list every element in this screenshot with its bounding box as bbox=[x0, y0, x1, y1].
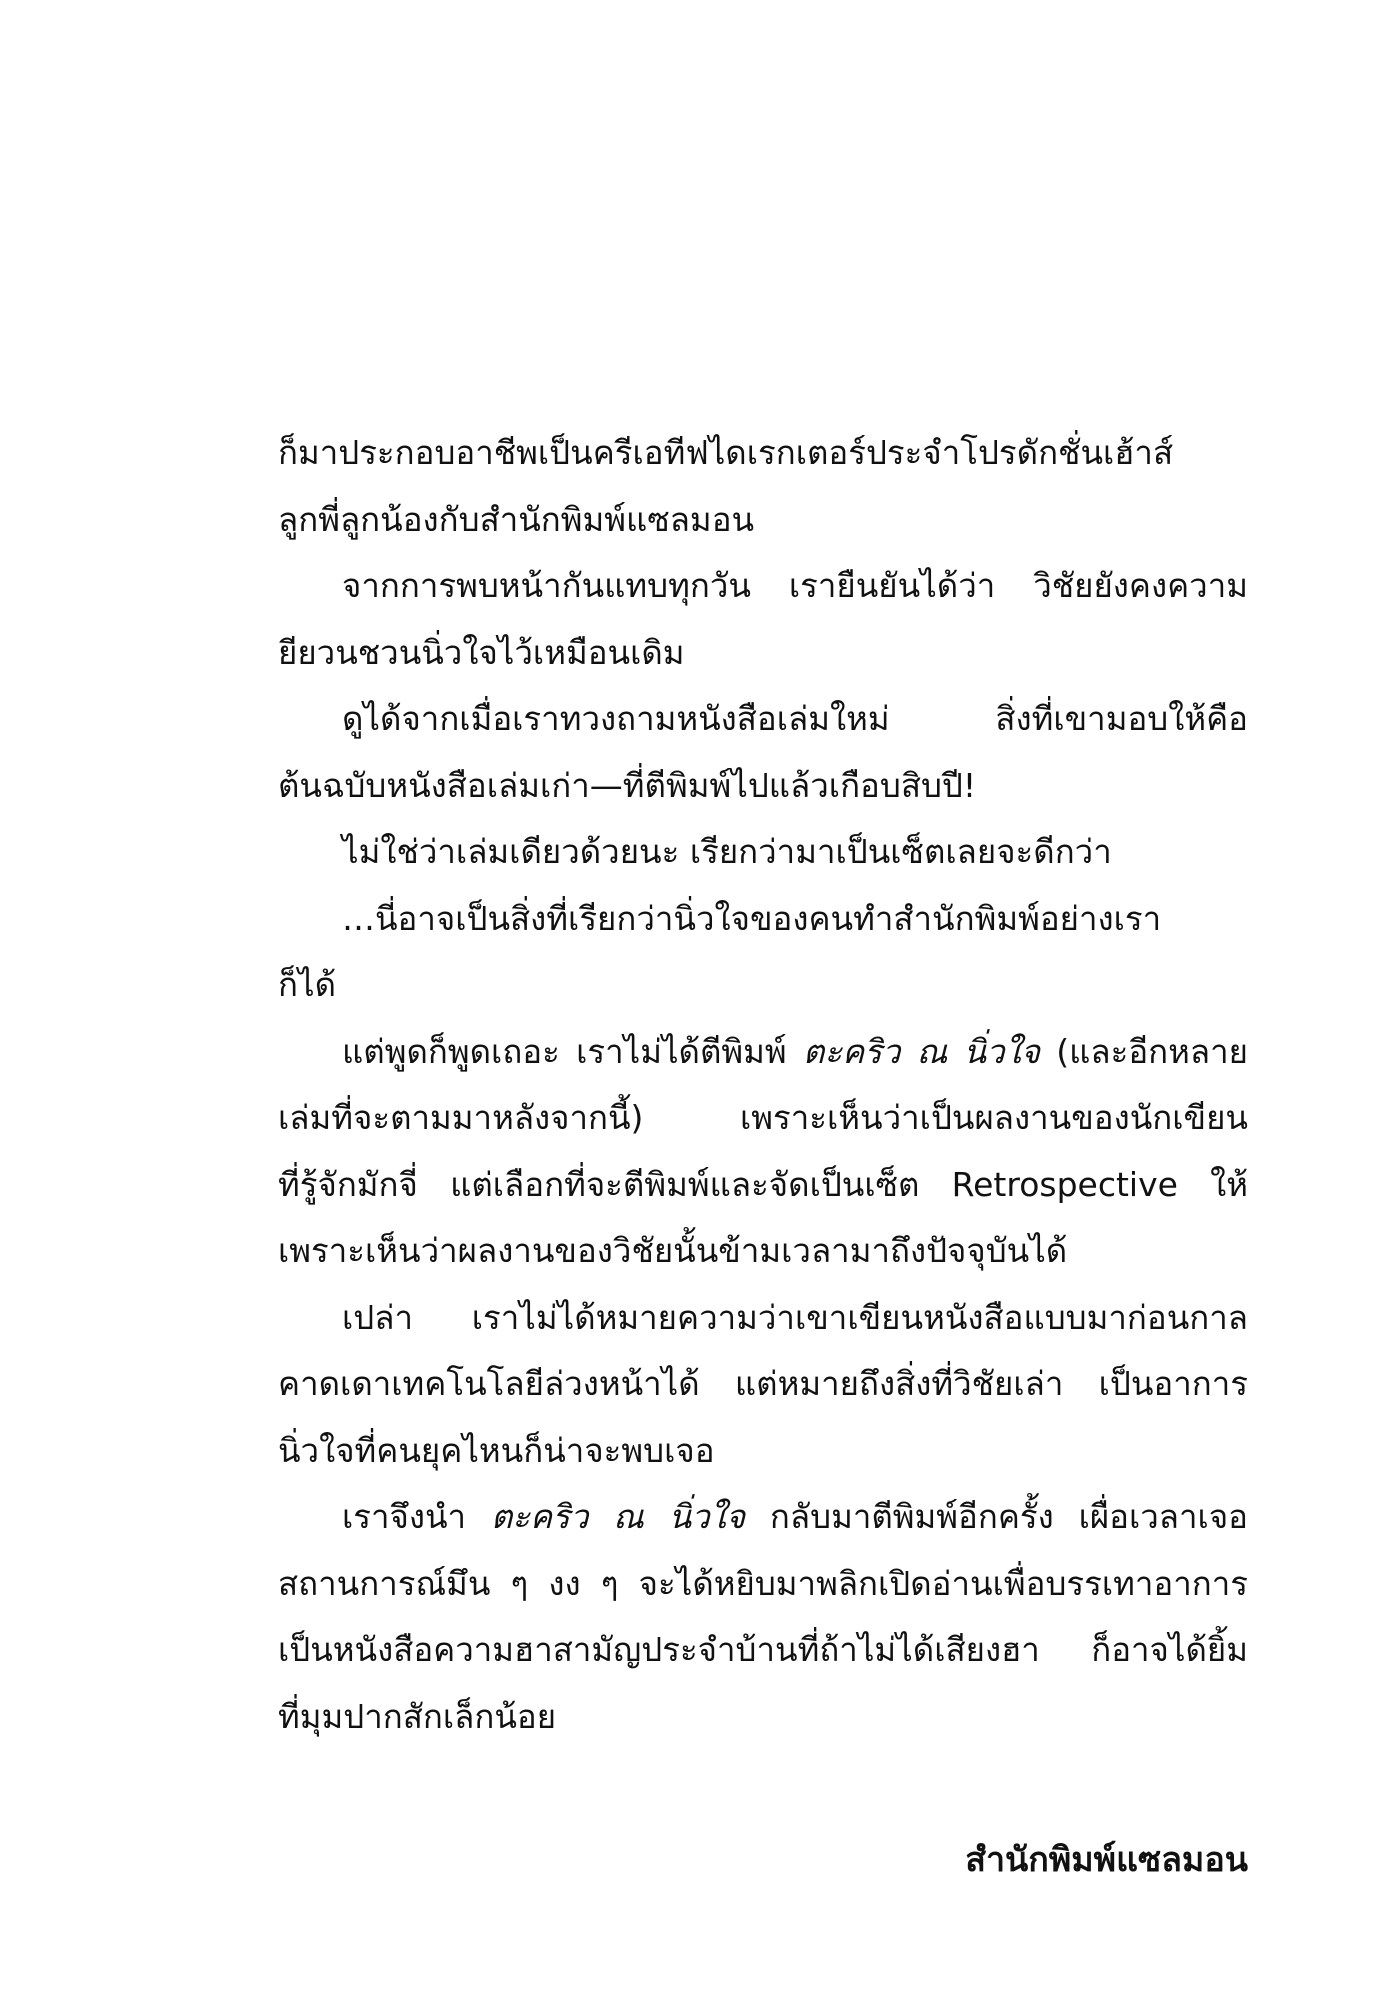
body-text bbox=[278, 420, 1248, 1750]
text-line: ยียวนชวนนิ่วใจไว้เหมือนเดิม bbox=[278, 632, 685, 672]
text-line: คาดเดาเทคโนโลยีล่วงหน้าได้ แต่หมายถึงสิ่งที่วิชัยเล่า เป็นอาการ bbox=[278, 1364, 1248, 1403]
text-line: …นี่อาจเป็นสิ่งที่เรียกว่านิ่วใจของคนทำสำนักพิมพ์อย่างเรา bbox=[342, 898, 1162, 938]
text-line: จากการพบหน้ากันแทบทุกวัน เรายืนยันได้ว่า วิชัยยังคงความ bbox=[342, 566, 1248, 605]
publisher-signature: สำนักพิมพ์แซลมอน bbox=[965, 1840, 1248, 1880]
text-line: ก็มาประกอบอาชีพเป็นครีเอทีฟไดเรกเตอร์ประจำโปรดักชั่นเฮ้าส์ bbox=[278, 433, 1174, 472]
text-line: เพราะเห็นว่าผลงานของวิชัยนั้นข้ามเวลามาถึงปัจจุบันได้ bbox=[278, 1231, 1068, 1270]
text-run: กลับมาตีพิมพ์อีกครั้ง เผื่อเวลาเจอ bbox=[745, 1497, 1248, 1536]
text-line bbox=[278, 1484, 1248, 1551]
text-line: ก็ได้ bbox=[278, 965, 337, 1004]
text-line: สถานการณ์มึน ๆ งง ๆ จะได้หยิบมาพลิกเปิดอ่านเพื่อบรรเทาอาการ bbox=[278, 1563, 1248, 1603]
book-title: ตะคริว ณ นิ่วใจ bbox=[802, 1031, 1041, 1071]
book-title: ตะคริว ณ นิ่วใจ bbox=[490, 1497, 746, 1536]
text-line: นิ่วใจที่คนยุคไหนก็น่าจะพบเจอ bbox=[278, 1430, 715, 1470]
text-run: แต่พูดก็พูดเถอะ เราไม่ได้ตีพิมพ์ bbox=[342, 1031, 803, 1071]
text-line: ที่รู้จักมักจี่ แต่เลือกที่จะตีพิมพ์และจัดเป็นเซ็ต Retrospective ให้ bbox=[278, 1164, 1248, 1204]
text-run: เราจึงนำ bbox=[342, 1497, 491, 1536]
text-line bbox=[278, 1019, 1248, 1086]
text-run: (และอีกหลาย bbox=[1040, 1031, 1248, 1071]
text-line: ดูได้จากเมื่อเราทวงถามหนังสือเล่มใหม่ สิ่งที่เขามอบให้คือ bbox=[342, 699, 1248, 738]
text-line: ลูกพี่ลูกน้องกับสำนักพิมพ์แซลมอน bbox=[278, 499, 755, 539]
text-line: ไม่ใช่ว่าเล่มเดียวด้วยนะ เรียกว่ามาเป็นเซ็ตเลยจะดีกว่า bbox=[342, 832, 1112, 871]
text-line: ต้นฉบับหนังสือเล่มเก่า—ที่ตีพิมพ์ไปแล้วเกือบสิบปี! bbox=[278, 765, 977, 805]
text-line: เปล่า เราไม่ได้หมายความว่าเขาเขียนหนังสือแบบมาก่อนกาล bbox=[342, 1297, 1248, 1337]
text-line: เป็นหนังสือความฮาสามัญประจำบ้านที่ถ้าไม่ได้เสียงฮา ก็อาจได้ยิ้ม bbox=[278, 1630, 1248, 1669]
text-line: เล่มที่จะตามมาหลังจากนี้) เพราะเห็นว่าเป็นผลงานของนักเขียน bbox=[278, 1098, 1248, 1137]
text-line: ที่มุมปากสักเล็กน้อย bbox=[278, 1696, 557, 1736]
